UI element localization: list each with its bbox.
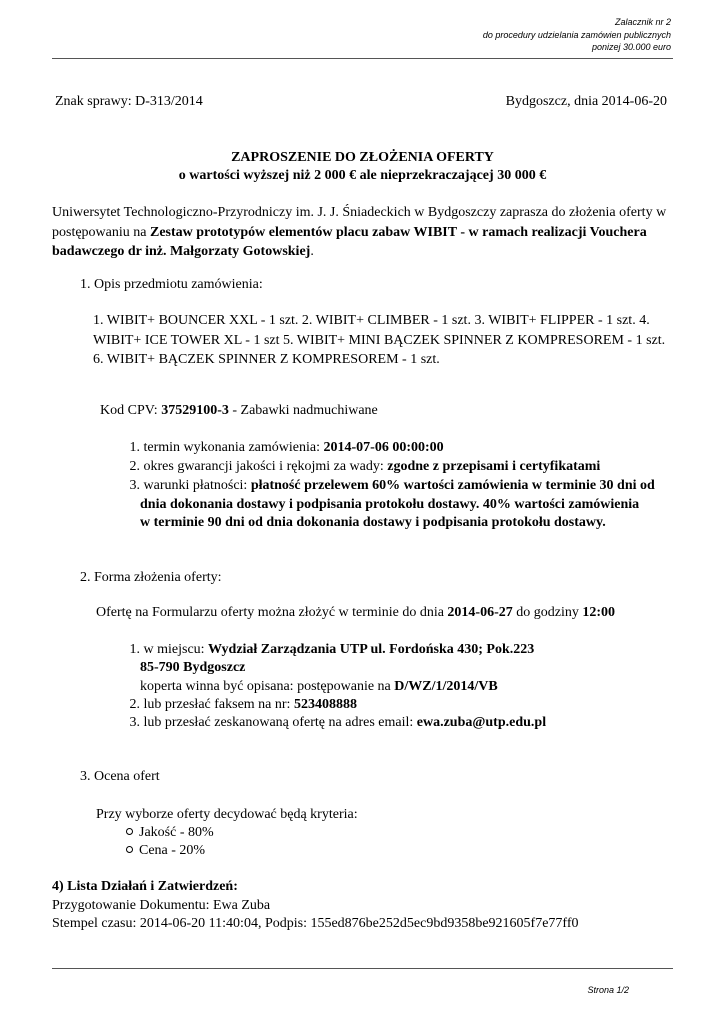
- criterion-item: [126, 824, 214, 842]
- criterion-item: [126, 842, 205, 860]
- submission-option: [122, 696, 357, 715]
- envelope-label: koperta winna być opisana: postępowanie na: [140, 679, 395, 694]
- option-label: lub przesłać zeskanowaną ofertę na adres email:: [143, 715, 417, 730]
- place-date: Bydgoszcz, dnia 2014-06-20: [505, 94, 667, 109]
- cpv-line: [100, 402, 378, 420]
- submission-option: [122, 714, 546, 733]
- section-3-heading: 3. Ocena ofert: [80, 769, 160, 784]
- cpv-label: Kod CPV:: [100, 403, 162, 418]
- case-reference: Znak sprawy: D-313/2014: [55, 94, 203, 109]
- term-value-continued: w terminie 90 dni od dnia dokonania dostawy i podpisania protokołu dostawy.: [140, 515, 606, 530]
- option-number: 1.: [129, 642, 140, 657]
- deadline-time: 12:00: [582, 605, 616, 620]
- prepared-by: Przygotowanie Dokumentu: Ewa Zuba: [52, 898, 271, 913]
- footer-divider: [52, 968, 673, 969]
- term-number: 2.: [129, 459, 140, 474]
- attachment-note-line: do procedury udzielania zamówien publicznych: [482, 29, 671, 40]
- document-title: ZAPROSZENIE DO ZŁOŻENIA OFERTY: [231, 150, 494, 165]
- fax-number: 523408888: [293, 697, 357, 712]
- criterion-text: Jakość - 80%: [139, 825, 214, 840]
- criterion-text: Cena - 20%: [139, 843, 206, 858]
- header-divider: [52, 58, 673, 59]
- option-label: w miejscu:: [143, 642, 209, 657]
- items-list: 1. WIBIT+ BOUNCER XXL - 1 szt. 2. WIBIT+ CLIMBER - 1 szt. 3. WIBIT+ FLIPPER - 1 szt. 4. WIBIT+ ICE TOWER XL - 1 szt 5. WIBIT+ MINI BĄCZEK SPINNER Z KOMPRESOREM - 1 szt. 6. WIBIT+ BĄCZEK SPINNER Z KOMPRESOREM - 1 szt.: [93, 313, 666, 367]
- deadline-line: [96, 604, 615, 622]
- intro-subject: Zestaw prototypów elementów placu zabaw WIBIT - w ramach realizacji Vouchera badawczego dr inż. Małgorzaty Gotowskiej: [52, 224, 647, 259]
- cpv-code: 37529100-3: [161, 403, 229, 418]
- intro-end: .: [310, 244, 314, 259]
- option-number: 2.: [129, 697, 140, 712]
- page-number: Strona 1/2: [587, 985, 629, 995]
- section-1-heading: 1. Opis przedmiotu zamówienia:: [80, 277, 263, 292]
- intro-paragraph: [52, 203, 677, 262]
- section-2-heading: 2. Forma złożenia oferty:: [80, 570, 222, 585]
- circle-bullet-icon: [126, 828, 133, 835]
- term-number: 1.: [129, 440, 140, 455]
- term-label: okres gwarancji jakości i rękojmi za wady:: [143, 459, 388, 474]
- term-number: 3.: [129, 478, 140, 493]
- envelope-line: [140, 678, 498, 696]
- submission-option: [122, 641, 534, 660]
- intro-text: Uniwersytet Technologiczno-Przyrodniczy im. J. J. Śniadeckich w Bydgoszczy zaprasza do złożenia oferty w postępowaniu na: [52, 205, 667, 240]
- circle-bullet-icon: [126, 846, 133, 853]
- deadline-text-2: do godziny: [512, 605, 583, 620]
- email-address: ewa.zuba@utp.edu.pl: [416, 715, 547, 730]
- section-4-heading: 4) Lista Działań i Zatwierdzeń:: [52, 879, 238, 894]
- deadline-text: Ofertę na Formularzu oferty można złożyć w terminie do dnia: [96, 605, 448, 620]
- term-value-continued: dnia dokonania dostawy i podpisania protokołu dostawy. 40% wartości zamówienia: [140, 497, 640, 512]
- timestamp-signature: Stempel czasu: 2014-06-20 11:40:04, Podpis: 155ed876be252d5ec9bd9358be921605f7e77ff0: [52, 916, 579, 931]
- envelope-code: D/WZ/1/2014/VB: [394, 679, 498, 694]
- term-value: 2014-07-06 00:00:00: [323, 440, 444, 455]
- deadline-date: 2014-06-27: [447, 605, 513, 620]
- criteria-intro: Przy wyborze oferty decydować będą kryteria:: [96, 807, 358, 822]
- term-item: [122, 439, 444, 458]
- term-item: [122, 477, 655, 496]
- option-label: lub przesłać faksem na nr:: [143, 697, 294, 712]
- term-value: płatność przelewem 60% wartości zamówienia w terminie 30 dni od: [250, 478, 655, 493]
- document-subtitle: o wartości wyższej niż 2 000 € ale nieprzekraczającej 30 000 €: [178, 168, 547, 183]
- term-label: termin wykonania zamówienia:: [143, 440, 324, 455]
- option-number: 3.: [129, 715, 140, 730]
- option-value-continued: 85-790 Bydgoszcz: [140, 660, 246, 675]
- term-label: warunki płatności:: [143, 478, 251, 493]
- option-value: Wydział Zarządzania UTP ul. Fordońska 430; Pok.223: [208, 642, 535, 657]
- attachment-note-line: Zalacznik nr 2: [614, 17, 671, 27]
- term-value: zgodne z przepisami i certyfikatami: [387, 459, 601, 474]
- attachment-note-line: ponizej 30.000 euro: [591, 42, 671, 52]
- term-item: [122, 458, 600, 477]
- attachment-note: [483, 16, 671, 54]
- cpv-description: - Zabawki nadmuchiwane: [228, 403, 378, 418]
